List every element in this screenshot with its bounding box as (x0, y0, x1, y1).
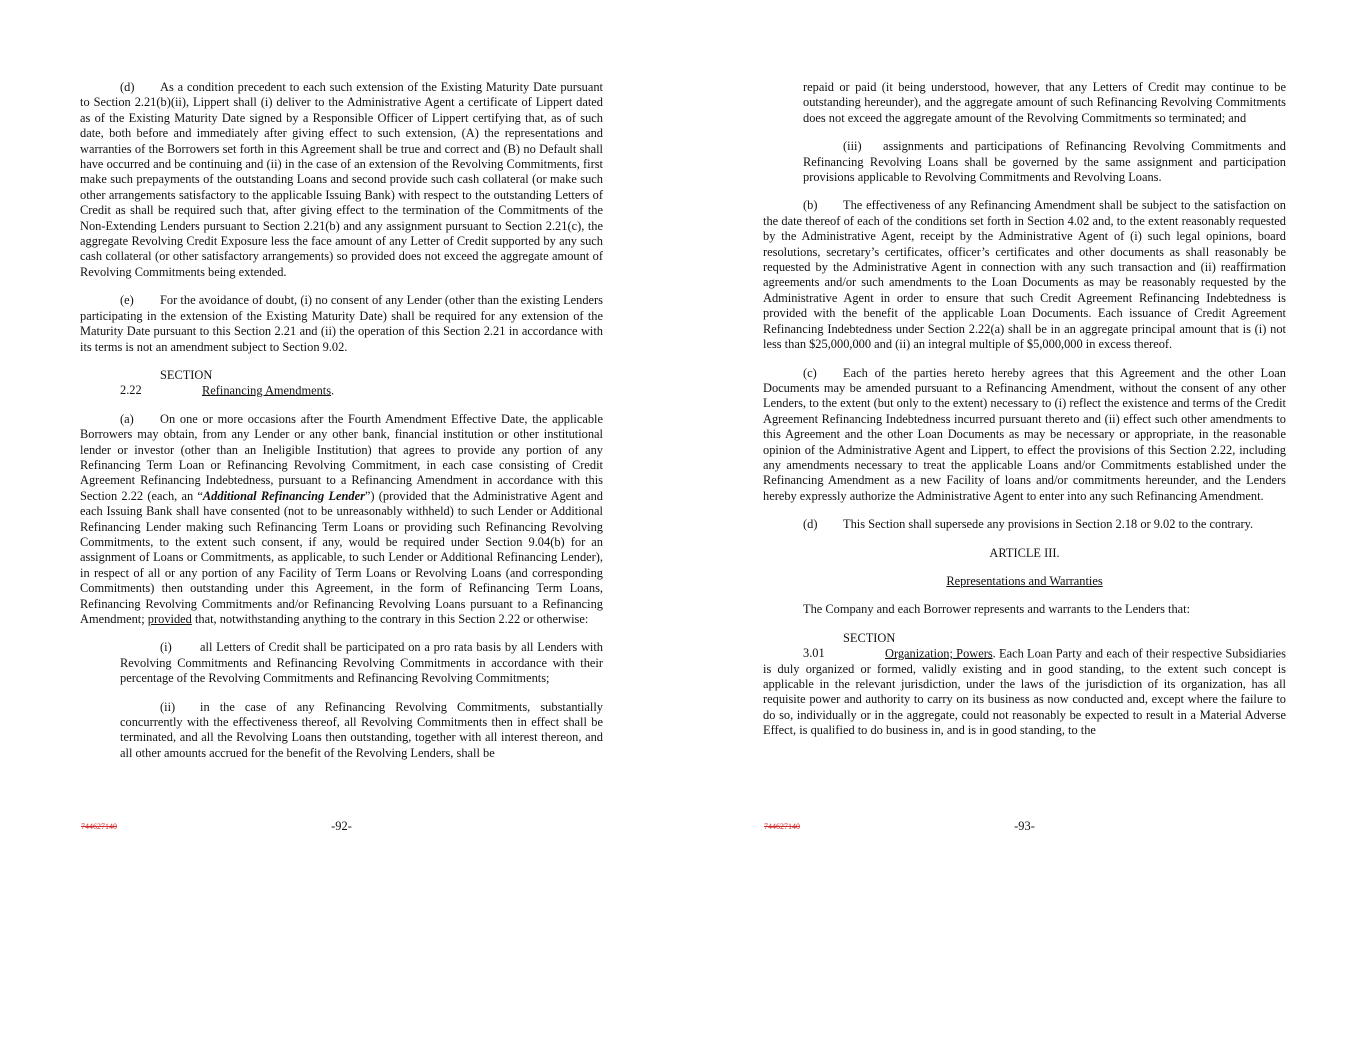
page-footer-left (80, 819, 603, 835)
paragraph-label: (d) (120, 80, 135, 94)
paragraph-label: (e) (120, 293, 134, 308)
paragraph-2-22-d (763, 517, 1286, 532)
page-footer-right (763, 819, 1286, 835)
section-number: SECTION 2.22 (120, 367, 213, 398)
clause-text: all Letters of Credit shall be participated on a pro rata basis by all Lenders with Revolving Commitments and Refinancing Revolving Commitments in accordance with their percentage of the Revolving Commitments and Refinancing Revolving Commitments; (120, 640, 603, 686)
paragraph-2-22-a (80, 412, 603, 628)
article-title (763, 574, 1286, 589)
paragraph-label: (c) (803, 365, 817, 380)
section-title: Refinancing Amendments (202, 383, 332, 398)
paragraph-text-part-1: On one or more occasions after the Fourth Amendment Effective Date, the applicable Borrowers may obtain, from any Lender or any other bank, financial institution or other institutional lender or investor (other than an Ineligible Institution) that agrees to provide any portion of any Refinancing Term Loan or Refinancing Revolving Commitment, in each case consisting of Credit Agreement Refinancing Indebtedness, pursuant to a Refinancing Amendment in accordance with this Section 2.22 (each, an “ (80, 411, 603, 503)
clause-label: (ii) (160, 699, 176, 714)
clause-label: (i) (160, 640, 172, 655)
page-number: -93- (1014, 819, 1035, 833)
paragraph-text: This Section shall supersede any provisions in Section 2.18 or 9.02 to the contrary. (843, 517, 1254, 532)
paragraph-text: The effectiveness of any Refinancing Amendment shall be subject to the satisfaction on the date thereof of each of the conditions set forth in Section 4.02 and, to the extent reasonably requested by the Administrative Agent, receipt by the Administrative Agent of (i) such legal opinions, board resolutions, secretary’s certificates, officer’s certificates and other documents as shall reasonably be requested by the Administrative Agent in connection with any such transaction and (ii) reaffirmation agreements and/or such amendments to the Loan Documents as may be reasonably requested by the Administrative Agent in order to ensure that such Credit Agreement Refinancing Indebtedness is provided with the benefit of the applicable Loan Documents. Each issuance of Credit Agreement Refinancing Indebtedness under Section 2.22(a) shall be in an aggregate principal amount that is (i) not less than $25,000,000 and (ii) an integral multiple of $5,000,000 in excess thereof. (763, 198, 1286, 352)
paragraph-text: For the avoidance of doubt, (i) no consent of any Lender (other than the existing Lenders participating in the extension of the Existing Maturity Date) shall be required for any extension of the Maturity Date pursuant to this Section 2.21 and (ii) the operation of this Section 2.21 in accordance with its terms is not an amendment subject to Section 9.02. (80, 293, 603, 354)
paragraph-label: (b) (803, 198, 818, 213)
article-intro: The Company and each Borrower represents and warrants to the Lenders that: (803, 602, 1191, 617)
paragraph-label: (d) (803, 517, 818, 532)
clause-text: in the case of any Refinancing Revolving Commitments, substantially concurrently with the effectiveness thereof, all Revolving Commitments then in effect shall be terminated, and all the Revolving Loans then outstanding, together with all interest thereon, and all other amounts accrued for the benefit of the Revolving Lenders, shall be (120, 699, 603, 760)
article-heading: ARTICLE III. (989, 545, 1060, 560)
section-2-22-heading (80, 368, 603, 399)
page-93 (763, 80, 1286, 752)
defined-term: Additional Refinancing Lender (202, 488, 365, 503)
paragraph-text: Each of the parties hereto hereby agrees that this Agreement and the other Loan Documents may be amended pursuant to a Refinancing Amendment, without the consent of any other Lenders, to the extent (but only to the extent) necessary to (i) reflect the existence and terms of the Credit Agreement Refinancing Indebtedness incurred pursuant thereto and (ii) effect such other amendments to this Agreement and the other Loan Documents as may be necessary or appropriate, in the reasonable opinion of the Administrative Agent and Lippert, to effect the provisions of this Section 2.22, including any amendments necessary to treat the applicable Loans and/or Commitments established under the Refinancing Amendment as a new Facility of loans and/or commitments hereunder, and the Lenders hereby expressly authorize the Administrative Agent to enter into any such Refinancing Amendment. (763, 365, 1286, 503)
clause-ii (120, 700, 603, 762)
section-title-period: . (331, 383, 335, 398)
clause-text: assignments and participations of Refinancing Revolving Commitments and Refinancing Revolving Loans shall be governed by the same assignment and participation provisions applicable to Revolving Commitments and Revolving Loans. (803, 139, 1286, 185)
clause-label: (iii) (843, 139, 862, 154)
paragraph-2-22-c (763, 366, 1286, 505)
document-id: 744627140 (81, 822, 117, 831)
section-text: . Each Loan Party and each of their respective Subsidiaries is duly organized or formed, validly existing and in good standing, to the extent such concept is applicable in the relevant jurisdiction, under the laws of the jurisdiction of its organization, has all requisite power and authority to carry on its business as now conducted and, except where the failure to do so, individually or in the aggregate, could not reasonably be expected to result in a Material Adverse Effect, is qualified to do business in, and is in good standing, to the (763, 646, 1286, 738)
paragraph-text-part-3: that, notwithstanding anything to the contrary in this Section 2.22 or otherwise: (191, 612, 589, 626)
section-title: Organization; Powers (885, 646, 993, 661)
page-92 (80, 80, 603, 774)
article-title-text: Representations and Warranties (946, 573, 1103, 588)
page-number: -92- (331, 819, 352, 833)
paragraph-text: As a condition precedent to each such extension of the Existing Maturity Date pursuant to Section 2.21(b)(ii), Lippert shall (i) deliver to the Administrative Agent a certificate of Lippert dated as of the Existing Maturity Date signed by a Responsible Officer of Lippert certifying that, as of such date, both before and immediately after giving effect to such extension, (A) the representations and warranties of the Borrowers set forth in this Agreement shall be true and correct and (B) no Default shall have occurred and be continuing and (ii) in the case of an extension of the Revolving Commitments, first make such prepayments of the outstanding Loans and second provide such cash collateral (or make such other arrangements satisfactory to the applicable Issuing Bank) with respect to the outstanding Letters of Credit as shall be required such that, after giving effect to the termination of the Commitments of the Non-Extending Lenders pursuant to Section 2.21(b) and any assignment pursuant to Section 2.21(c), the aggregate Revolving Credit Exposure less the face amount of any Letter of Credit supported by any such cash collateral (or other satisfactory arrangements) so provided does not exceed the aggregate amount of Revolving Commitments being extended. (80, 80, 603, 279)
paragraph-text-part-2: ”) (provided that the Administrative Agent and each Issuing Bank shall have consented (not to be unreasonably withheld) to such Lender or Additional Refinancing Lender making such Refinancing Term Loans or providing such Refinancing Revolving Commitments, to the extent such consent, if any, would be required under Section 9.04(b) for an assignment of Loans or Commitments, as applicable, to such Lender or Additional Refinancing Lender), in respect of all or any portion of any Facility of Term Loans or Revolving Loans (and corresponding Commitments) then outstanding under this Agreement, in the form of Refinancing Term Loans, Refinancing Revolving Commitments and/or Refinancing Revolving Loans pursuant to a Refinancing Amendment; (80, 488, 603, 626)
proviso-term: provided (147, 612, 192, 626)
document-id: 744627140 (764, 822, 800, 831)
paragraph-2-21-d (80, 80, 603, 280)
clause-i (120, 640, 603, 686)
paragraph-2-21-e (80, 293, 603, 355)
paragraph-2-22-b (763, 198, 1286, 352)
clause-ii-continued: repaid or paid (it being understood, however, that any Letters of Credit may continue to be outstanding hereunder), and the aggregate amount of such Refinancing Revolving Commitments does not exceed the aggregate amount of the Revolving Commitments so terminated; and (803, 80, 1286, 125)
clause-iii (803, 139, 1286, 185)
paragraph-label: (a) (120, 411, 134, 426)
section-number: SECTION 3.01 (803, 630, 896, 661)
section-3-01 (763, 631, 1286, 739)
